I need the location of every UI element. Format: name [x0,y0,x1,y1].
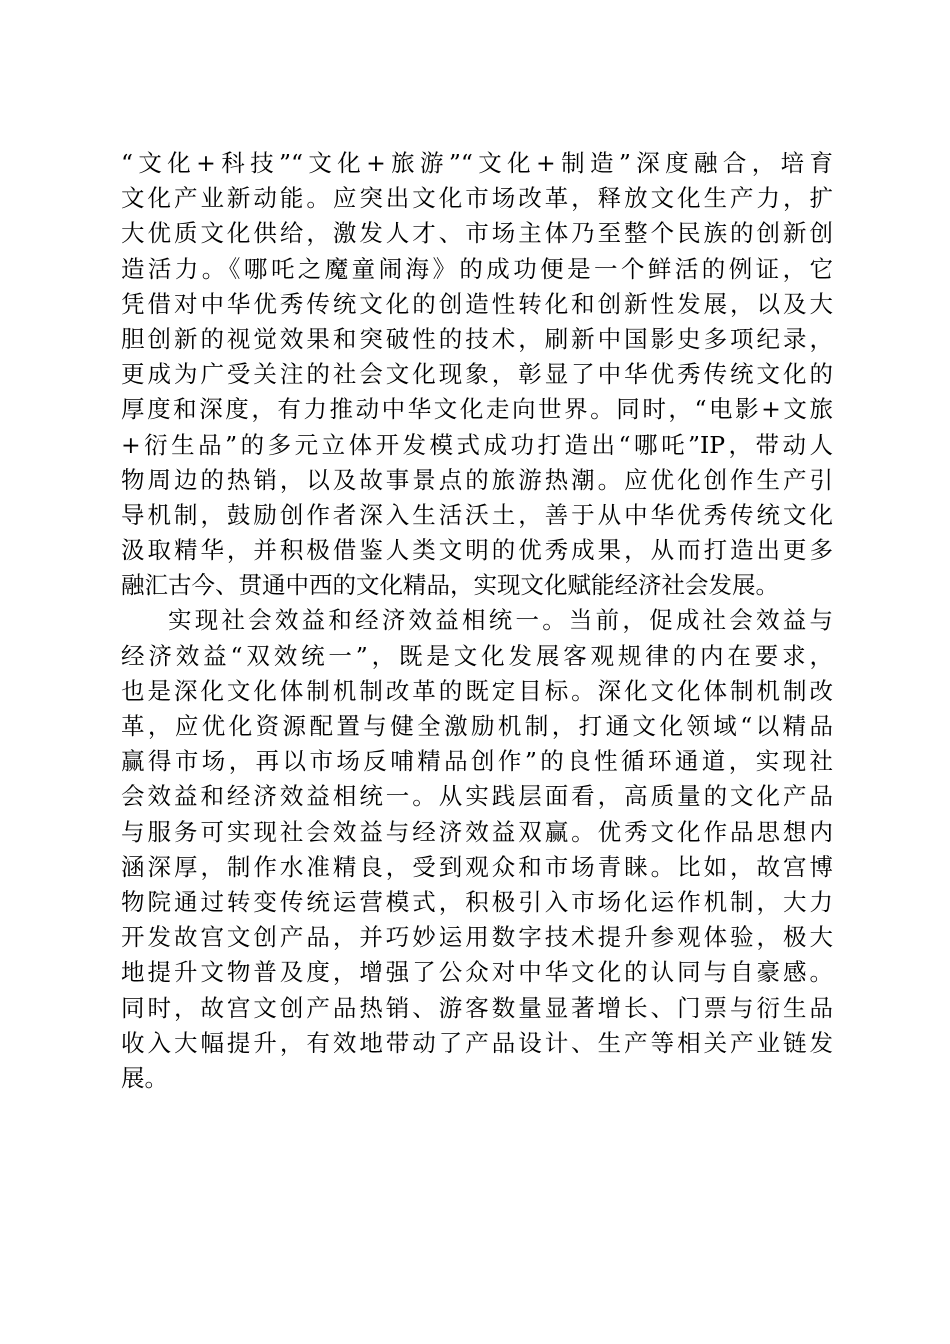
text-line: 汲取精华，并积极借鉴人类文明的优秀成果，从而打造出更多 [121,536,833,565]
text-line: “文化+科技”“文化+旅游”“文化+制造”深度融合，培育 [121,149,833,177]
text-line: 文化产业新动能。应突出文化市场改革，释放文化生产力，扩 [121,184,833,213]
text-line: +衍生品”的多元立体开发模式成功打造出“哪吒”IP，带动人 [121,430,833,459]
text-line: 更成为广受关注的社会文化现象，彰显了中华优秀传统文化的 [121,360,833,389]
text-line: 与服务可实现社会效益与经济效益双赢。优秀文化作品思想内 [121,817,833,846]
text-line: 厚度和深度，有力推动中华文化走向世界。同时，“电影+文旅 [121,395,833,424]
body-text [121,146,833,1096]
text-line: 同时，故宫文创产品热销、游客数量显著增长、门票与衍生品 [121,993,833,1022]
paragraph-2 [121,603,833,1096]
text-line: 会效益和经济效益相统一。从实践层面看，高质量的文化产品 [121,782,833,811]
text-line: 经济效益“双效统一”，既是文化发展客观规律的内在要求， [121,641,833,670]
text-line: 凭借对中华优秀传统文化的创造性转化和创新性发展，以及大 [121,289,833,318]
text-line: 革，应优化资源配置与健全激励机制，打通文化领域“以精品 [121,712,833,740]
text-line: 胆创新的视觉效果和突破性的技术，刷新中国影史多项纪录， [121,324,833,353]
text-line: 融汇古今、贯通中西的文化精品，实现文化赋能经济社会发展。 [121,571,779,600]
text-line: 涵深厚，制作水准精良，受到观众和市场青睐。比如，故宫博 [121,852,833,881]
text-line: 实现社会效益和经济效益相统一。当前，促成社会效益与 [168,606,833,635]
paragraph-1 [121,146,833,603]
text-line: 也是深化文化体制机制改革的既定目标。深化文化体制机制改 [121,676,833,705]
text-line: 收入大幅提升，有效地带动了产品设计、生产等相关产业链发 [121,1028,833,1057]
text-line: 物院通过转变传统运营模式，积极引入市场化运作机制，大力 [121,887,833,916]
text-line: 大优质文化供给，激发人才、市场主体乃至整个民族的创新创 [121,219,833,248]
text-line: 开发故宫文创产品，并巧妙运用数字技术提升参观体验，极大 [121,923,833,952]
text-line: 地提升文物普及度，增强了公众对中华文化的认同与自豪感。 [121,958,833,987]
text-line: 造活力。《哪吒之魔童闹海》的成功便是一个鲜活的例证，它 [121,254,833,283]
text-line: 导机制，鼓励创作者深入生活沃土，善于从中华优秀传统文化 [121,500,833,529]
text-line: 展。 [121,1063,168,1092]
text-line: 赢得市场，再以市场反哺精品创作”的良性循环通道，实现社 [121,747,833,776]
text-line: 物周边的热销，以及故事景点的旅游热潮。应优化创作生产引 [121,465,833,494]
